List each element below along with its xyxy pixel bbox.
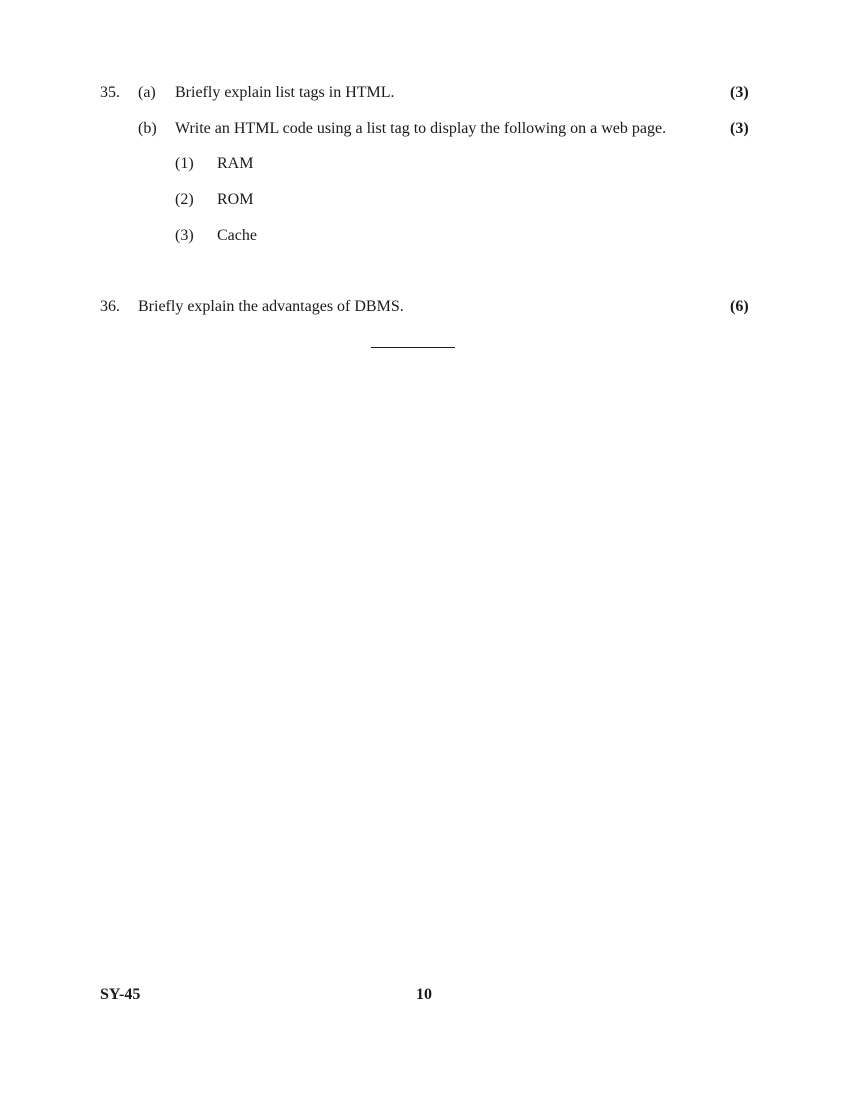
marks: (3) bbox=[730, 84, 749, 101]
question-text: Briefly explain the advantages of DBMS. bbox=[138, 298, 404, 315]
question-number: 35. bbox=[100, 84, 120, 101]
page-number: 10 bbox=[416, 986, 432, 1003]
list-item: ROM bbox=[217, 191, 254, 208]
question-number: 36. bbox=[100, 298, 120, 315]
end-of-questions-rule bbox=[371, 347, 455, 348]
part-label: (b) bbox=[138, 120, 157, 137]
list-item-label: (3) bbox=[175, 227, 194, 244]
marks: (3) bbox=[730, 120, 749, 137]
list-item: Cache bbox=[217, 227, 257, 244]
part-text: Briefly explain list tags in HTML. bbox=[175, 84, 395, 101]
paper-code: SY-45 bbox=[100, 986, 141, 1003]
part-label: (a) bbox=[138, 84, 156, 101]
list-item-label: (1) bbox=[175, 155, 194, 172]
list-item: RAM bbox=[217, 155, 254, 172]
marks: (6) bbox=[730, 298, 749, 315]
part-text: Write an HTML code using a list tag to display the following on a web page. bbox=[175, 120, 667, 137]
list-item-label: (2) bbox=[175, 191, 194, 208]
